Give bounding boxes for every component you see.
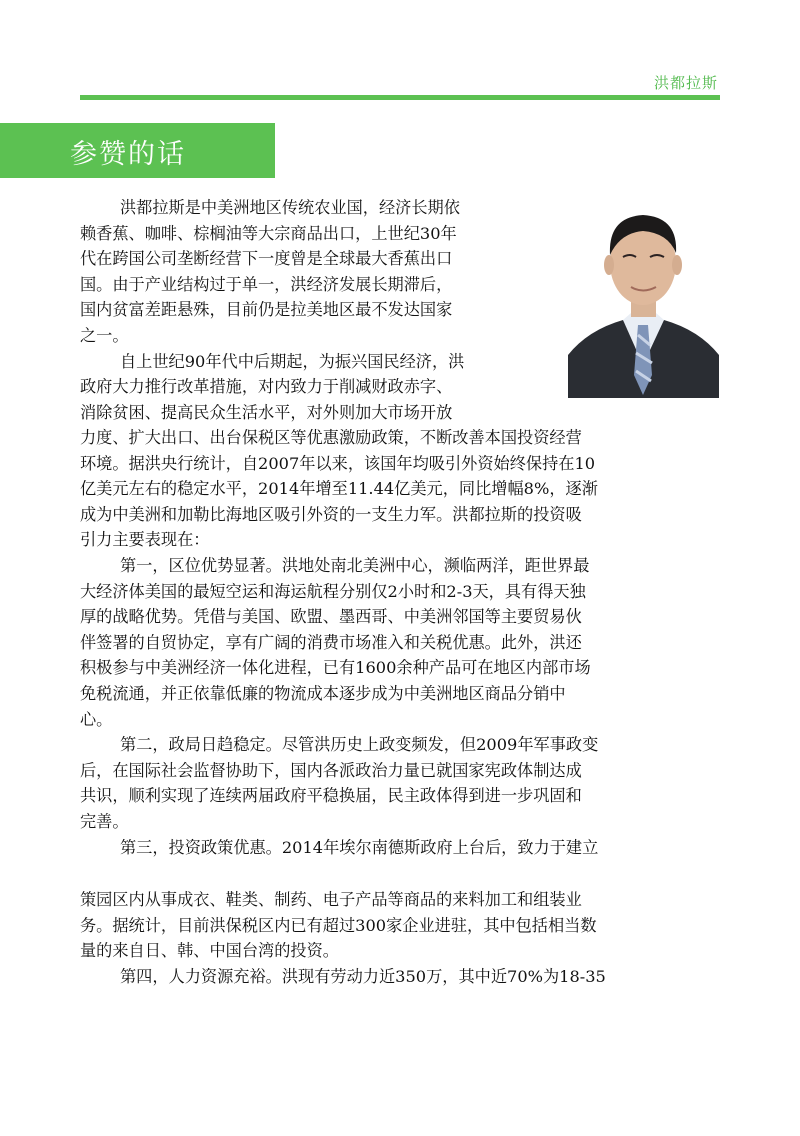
portrait-photo <box>568 195 719 398</box>
text-line: 成为中美洲和加勒比海地区吸引外资的一支生力军。洪都拉斯的投资吸 <box>80 504 582 524</box>
text-line: 第四，人力资源充裕。洪现有劳动力近350万，其中近70%为18-35 <box>120 966 606 986</box>
text-line: 政府大力推行改革措施，对内致力于削减财政赤字、 <box>80 377 453 397</box>
text-line: 第二，政局日趋稳定。尽管洪历史上政变频发，但2009年军事政变 <box>120 735 599 755</box>
text-line: 赖香蕉、咖啡、棕榈油等大宗商品出口，上世纪30年 <box>80 223 457 243</box>
text-line: 完善。 <box>80 811 129 831</box>
text-line: 国。由于产业结构过于单一，洪经济发展长期滞后， <box>80 274 453 294</box>
text-line: 国内贫富差距悬殊，目前仍是拉美地区最不发达国家 <box>80 300 453 320</box>
paragraph-block-3 <box>80 887 760 989</box>
text-line: 后，在国际社会监督协助下，国内各派政治力量已就国家宪政体制达成 <box>80 760 582 780</box>
paragraph-block-2 <box>80 425 760 860</box>
section-title-bar <box>0 123 275 178</box>
text-line: 伴签署的自贸协定，享有广阔的消费市场准入和关税优惠。此外，洪还 <box>80 632 582 652</box>
text-line: 消除贫困、提高民众生活水平，对外则加大市场开放 <box>80 402 453 422</box>
text-line: 第一，区位优势显著。洪地处南北美洲中心，濒临两洋，距世界最 <box>120 555 590 575</box>
text-line: 心。 <box>80 709 113 729</box>
header-rule <box>80 95 720 100</box>
text-line: 之一。 <box>80 325 129 345</box>
text-line: 自上世纪90年代中后期起，为振兴国民经济，洪 <box>120 351 465 371</box>
text-line: 亿美元左右的稳定水平，2014年增至11.44亿美元，同比增幅8%，逐渐 <box>80 479 598 499</box>
text-line: 力度、扩大出口、出台保税区等优惠激励政策，不断改善本国投资经营 <box>80 428 582 447</box>
header-brand: 洪都拉斯 <box>653 74 718 92</box>
text-line: 积极参与中美洲经济一体化进程，已有1600余种产品可在地区内部市场 <box>80 658 591 678</box>
text-line: 量的来自日、韩、中国台湾的投资。 <box>80 941 339 961</box>
text-line: 引力主要表现在： <box>80 530 210 550</box>
text-line: 大经济体美国的最短空运和海运航程分别仅2小时和2-3天，具有得天独 <box>80 581 586 601</box>
text-line: 洪都拉斯是中美洲地区传统农业国，经济长期依 <box>120 198 460 217</box>
text-line: 务。据统计，目前洪保税区内已有超过300家企业进驻，其中包括相当数 <box>80 915 597 935</box>
text-line: 策园区内从事成衣、鞋类、制药、电子产品等商品的来料加工和组装业 <box>80 890 582 909</box>
text-line: 代在跨国公司垄断经营下一度曾是全球最大香蕉出口 <box>80 249 453 269</box>
paragraph-block-1 <box>80 195 590 425</box>
section-title: 参赞的话 <box>70 139 186 170</box>
portrait-image <box>568 195 719 398</box>
text-line: 共识，顺利实现了连续两届政府平稳换届，民主政体得到进一步巩固和 <box>80 786 582 806</box>
text-line: 厚的战略优势。凭借与美国、欧盟、墨西哥、中美洲邻国等主要贸易伙 <box>80 607 582 627</box>
text-line: 免税流通，并正依靠低廉的物流成本逐步成为中美洲地区商品分销中 <box>80 683 566 703</box>
text-line: 环境。据洪央行统计，自2007年以来，该国年均吸引外资始终保持在10 <box>80 453 596 473</box>
text-line: 第三，投资政策优惠。2014年埃尔南德斯政府上台后，致力于建立 <box>120 837 599 857</box>
